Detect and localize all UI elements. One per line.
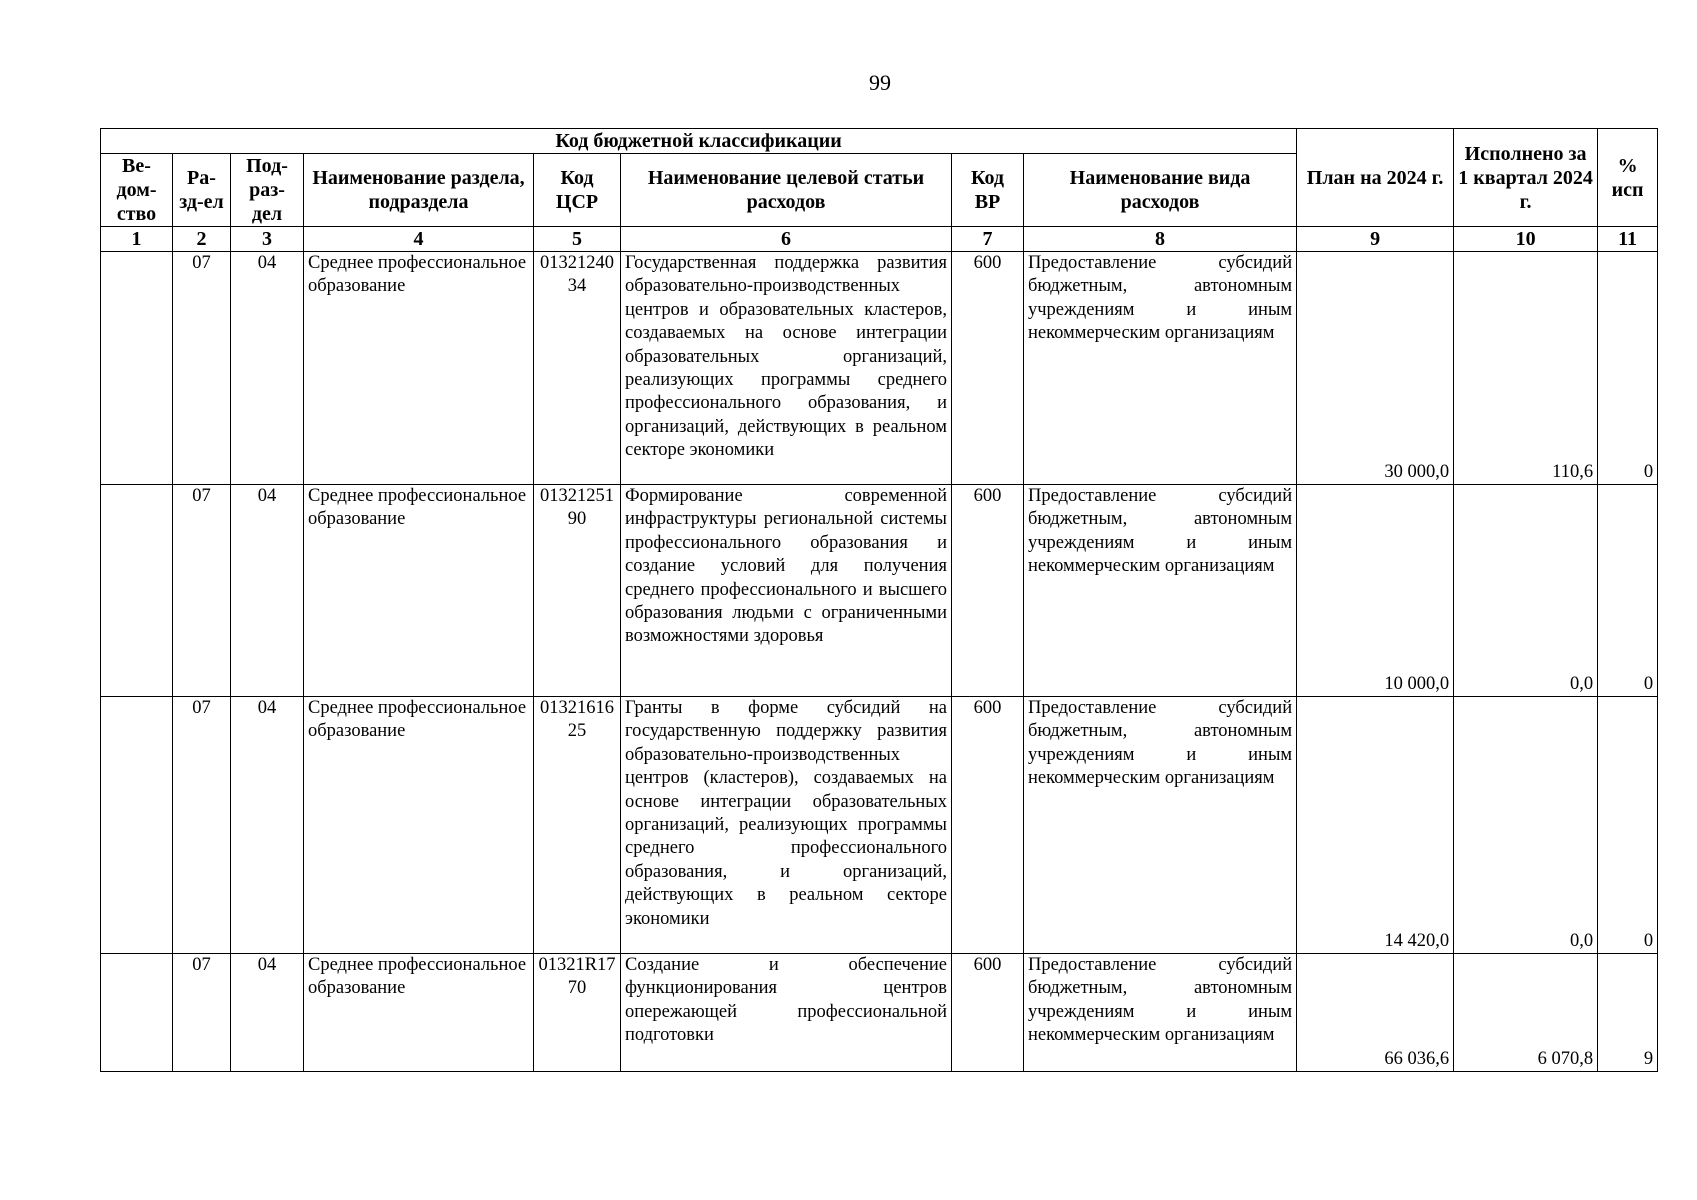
col-header-executed: Исполнено за 1 квартал 2024 г.: [1454, 129, 1598, 227]
col-header-plan: План на 2024 г.: [1297, 129, 1454, 227]
column-number: 7: [952, 227, 1024, 252]
cell-expense-type: Предоставление субсидий бюджетным, автономным учреждениям и иным некоммерческим организациям: [1024, 954, 1297, 1072]
column-number: 10: [1454, 227, 1598, 252]
cell-csr: 0132161625: [534, 697, 621, 954]
cell-razdel: 07: [173, 252, 231, 485]
cell-plan: 66 036,6: [1297, 954, 1454, 1072]
col-header-percent: % исп: [1598, 129, 1658, 227]
cell-executed: 0,0: [1454, 697, 1598, 954]
cell-razdel: 07: [173, 954, 231, 1072]
cell-executed: 110,6: [1454, 252, 1598, 485]
cell-expense-type: Предоставление субсидий бюджетным, автономным учреждениям и иным некоммерческим организациям: [1024, 252, 1297, 485]
cell-expense-type: Предоставление субсидий бюджетным, автономным учреждениям и иным некоммерческим организациям: [1024, 485, 1297, 697]
table-row: [101, 485, 1658, 697]
cell-plan: 14 420,0: [1297, 697, 1454, 954]
cell-executed: 0,0: [1454, 485, 1598, 697]
cell-csr: 0132124034: [534, 252, 621, 485]
budget-classification-header: Код бюджетной классификации: [101, 129, 1297, 154]
column-number: 9: [1297, 227, 1454, 252]
column-number: 5: [534, 227, 621, 252]
column-number: 3: [231, 227, 304, 252]
cell-section-name: Среднее профессиональное образование: [304, 954, 534, 1072]
cell-percent: 0: [1598, 697, 1658, 954]
column-number: 11: [1598, 227, 1658, 252]
column-number: 6: [621, 227, 952, 252]
table-row: [101, 954, 1658, 1072]
cell-vr: 600: [952, 697, 1024, 954]
cell-target-name: Формирование современной инфраструктуры региональной системы профессионального образования и создание условий для получения среднего профессионального и высшего образования людьми с ограниченными возможностями здоровья: [621, 485, 952, 697]
col-header-section-name: Наименование раздела, подраздела: [304, 154, 534, 227]
cell-razdel: 07: [173, 485, 231, 697]
column-number: 8: [1024, 227, 1297, 252]
cell-section-name: Среднее профессиональное образование: [304, 252, 534, 485]
col-header-podrazdel: Под-раз-дел: [231, 154, 304, 227]
cell-plan: 30 000,0: [1297, 252, 1454, 485]
col-header-csr: Код ЦСР: [534, 154, 621, 227]
cell-podrazdel: 04: [231, 485, 304, 697]
cell-podrazdel: 04: [231, 954, 304, 1072]
col-header-vr: Код ВР: [952, 154, 1024, 227]
cell-ved: [101, 697, 173, 954]
cell-vr: 600: [952, 954, 1024, 1072]
column-number: 1: [101, 227, 173, 252]
col-header-ved: Ве-дом-ство: [101, 154, 173, 227]
cell-target-name: Государственная поддержка развития образовательно-производственных центров и образовательных кластеров, создаваемых на основе интеграции образовательных организаций, реализующих программы среднего профессионального образования, и организаций, действующих в реальном секторе экономики: [621, 252, 952, 485]
cell-ved: [101, 485, 173, 697]
cell-section-name: Среднее профессиональное образование: [304, 485, 534, 697]
column-number: 2: [173, 227, 231, 252]
column-number-row: [101, 227, 1658, 252]
budget-table: [100, 128, 1658, 1072]
header-row-group: [101, 129, 1658, 154]
cell-podrazdel: 04: [231, 697, 304, 954]
column-number: 4: [304, 227, 534, 252]
cell-csr: 01321R1770: [534, 954, 621, 1072]
cell-plan: 10 000,0: [1297, 485, 1454, 697]
cell-csr: 0132125190: [534, 485, 621, 697]
cell-razdel: 07: [173, 697, 231, 954]
page-number: 99: [869, 70, 891, 95]
cell-ved: [101, 954, 173, 1072]
table-row: [101, 697, 1658, 954]
cell-percent: 0: [1598, 485, 1658, 697]
cell-podrazdel: 04: [231, 252, 304, 485]
cell-target-name: Гранты в форме субсидий на государственную поддержку развития образовательно-производственных центров (кластеров), создаваемых на основе интеграции образовательных организаций, реализующих программы среднего профессионального образования, и организаций, действующих в реальном секторе экономики: [621, 697, 952, 954]
cell-expense-type: Предоставление субсидий бюджетным, автономным учреждениям и иным некоммерческим организациям: [1024, 697, 1297, 954]
col-header-expense-type: Наименование вида расходов: [1024, 154, 1297, 227]
cell-section-name: Среднее профессиональное образование: [304, 697, 534, 954]
cell-executed: 6 070,8: [1454, 954, 1598, 1072]
cell-target-name: Создание и обеспечение функционирования центров опережающей профессиональной подготовки: [621, 954, 952, 1072]
cell-percent: 0: [1598, 252, 1658, 485]
cell-vr: 600: [952, 252, 1024, 485]
cell-vr: 600: [952, 485, 1024, 697]
table-row: [101, 252, 1658, 485]
cell-ved: [101, 252, 173, 485]
col-header-razdel: Ра-зд-ел: [173, 154, 231, 227]
col-header-target-name: Наименование целевой статьи расходов: [621, 154, 952, 227]
cell-percent: 9: [1598, 954, 1658, 1072]
